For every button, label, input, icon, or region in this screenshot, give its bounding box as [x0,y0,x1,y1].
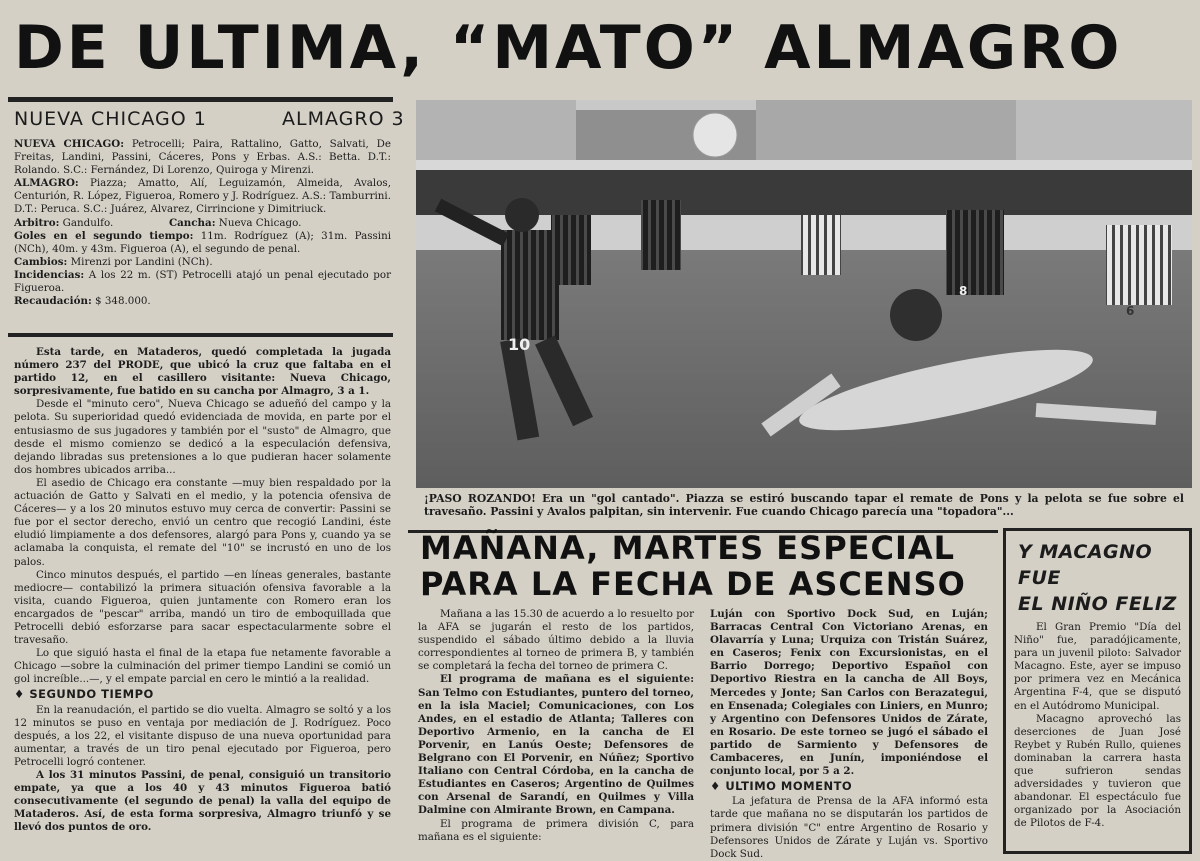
incidencias-value: A los 22 m. (ST) Petrocelli atajó un penal ejecutado por Figueroa. [14,268,391,295]
cancha-label: Cancha: [168,216,216,229]
al-label: ALMAGRO: [14,177,79,190]
match-article [14,346,391,834]
arbitro-label: Arbitro: [14,216,60,229]
story2-paragraph: Mañana a las 15.30 de acuerdo a lo resuelto por la AFA se jugarán el resto de los partidos, suspendido el sábado último debido a la lluvia correspondientes al torneo de primera B, y también se completará la fecha del torneo de primera C. [418,608,694,673]
article-paragraph: A los 31 minutos Passini, de penal, consiguió un transitorio empate, ya que a los 40 y 43 minutos Figueroa batió consecutivamente (el segundo de penal) la valla del equipo de Mataderos. Así, de esta forma sorpresiva, Almagro triunfó y se llevó dos puntos de oro. [14,769,391,834]
jersey-number: 6 [1126,304,1135,318]
article-paragraph: Lo que siguió hasta el final de la etapa fue netamente favorable a Chicago —sobre la culminación del primer tiempo Landini se comió un gol increíble...—, y el empate parcial en cero le mintió a la realidad. [14,647,391,686]
macagno-box [1003,528,1192,854]
recaudacion-value: $ 348.000. [91,295,151,308]
al-lineup: Piazza; Amatto, Alí, Leguizamón, Almeida, Avalos, Centurión, R. López, Figueroa, Romero y J. Rodríguez. A.S.: Tamburrini. D.T.: Peruca. S.C.: Juárez, Alvarez, Cirrincione y Dimitriuck. [14,177,391,216]
story2-headline-line2: PARA LA FECHA DE ASCENSO [420,565,966,603]
arbitro-value: Gandulfo. [59,216,114,229]
article-lead: Esta tarde, en Mataderos, quedó completada la jugada número 237 del PRODE, que ubicó la cruz que faltaba en el partido 12, en el casillero visitante: Nueva Chicago, sorpresivamente, fue batido en su cancha por Almagro, 3 a 1. [14,346,391,398]
match-photo-image [416,100,1192,488]
nc-label: NUEVA CHICAGO: [14,138,125,150]
main-headline: DE ULTIMA, “MATO” ALMAGRO [14,13,1123,83]
article-paragraph: Cinco minutos después, el partido —en líneas generales, bastante mediocre— contabilizó la primera situación ofensiva favorable a la visita, cuando Figueroa, quien juntamente con Romero eran los encargados de "pescar" arriba, mandó un tiro de emboquillada que Petrocelli debió esforzarse para sacar espectacularmente sobre el travesaño. [14,568,391,647]
cambios-label: Cambios: [14,255,68,268]
box-paragraph: El Gran Premio "Día del Niño" fue, paradójicamente, para un juvenil piloto: Salvador Macagno. Este, ayer se impuso por primera vez en Mecánica Argentina F-4, que se disputó en el Autódromo Municipal. [1014,621,1181,712]
jersey-number: 8 [959,284,968,298]
article-paragraph: En la reanudación, el partido se dio vuelta. Almagro se soltó y a los 12 minutos se puso en ventaja por mediación de J. Rodríguez. Poco después, a los 22, el visitante dispuso de una nueva oportunidad para aumentar, a través de un tiro penal ejecutado por Figueroa, pero Petrocelli logró contener. [14,703,391,768]
subhead-ultimo-momento: ♦ ULTIMO MOMENTO [710,779,853,794]
cancha-value: Nueva Chicago. [215,216,302,229]
goles-label: Goles en el segundo tiempo: [14,229,194,242]
photo-caption: ¡PASO ROZANDO! Era un "gol cantado". Piazza se estiró buscando tapar el remate de Pons y la pelota se fue sobre el travesaño. Passini y Avalos palpitan, sin intervenir. Fue cuando Chicago parecía una "topadora"... [424,492,1184,518]
top-rule [8,97,393,102]
subhead-segundo-tiempo: ♦ SEGUNDO TIEMPO [14,687,154,702]
story2-paragraph: El programa de primera división C, para mañana es el siguiente: [418,817,694,843]
nc-lineup: Petrocelli; Paira, Rattalino, Gatto, Salvati, De Freitas, Landini, Passini, Cáceres, Pons y Erbas. A.S.: Betta. D.T.: Rolando. S.C.: Fernández, Di Lorenzo, Quiroga y Mirenzi. [14,138,391,177]
score-away: ALMAGRO 3 [282,108,405,130]
story2-paragraph: Luján con Sportivo Dock Sud, en Luján; Barracas Central Con Victoriano Arenas, en Olavarría y Luna; Urquiza con Tristán Suárez, en Caseros; Fenix con Excursionistas, en el Barrio Dorrego; Deportivo Español con Deportivo Riestra en la cancha de All Boys, Mercedes y Jonte; San Carlos con Berazategui, en Ensenada; Colegiales con Liniers, en Munro; y Argentino con Defensores Unidos de Zárate, en Rosario. De este torneo se jugó el sábado el partido de Sarmiento y Defensores de Cambaceres, en Junín, imponiéndose el conjunto local, por 5 a 2. [710,608,988,778]
box-headline-line1: Y MACAGNO FUE [1018,541,1153,589]
incidencias-label: Incidencias: [14,268,85,281]
article-paragraph: Desde el "minuto cero", Nueva Chicago se adueñó del campo y la pelota. Su superioridad quedó evidenciada de movida, en parte por el entusiasmo de sus jugadores y también por el "susto" de Almagro, que desde el mismo comienzo se dedicó a la especulación defensiva, dejando libradas sus pretensiones a lo que pudieran hacer solamente dos hombres ubicados arriba... [14,398,391,476]
story2-paragraph: El programa de mañana es el siguiente: San Telmo con Estudiantes, puntero del torneo, en la isla Maciel; Comunicaciones, con Los Andes, en el estadio de Atlanta; Talleres con Deportivo Armenio, en la cancha de El Porvenir, en Lanús Oeste; Defensores de Belgrano con El Porvenir, en Núñez; Sportivo Italiano con Central Córdoba, en la cancha de Estudiantes en Caseros; Argentino de Quilmes con Arsenal de Sarandí, en Quilmes y Villa Dalmine con Almirante Brown, en Campana. [418,673,694,817]
box-headline-line2: EL NIÑO FELIZ [1018,593,1177,615]
score-home: NUEVA CHICAGO 1 [14,108,207,130]
jersey-number: 10 [508,335,531,354]
story2-column-1 [418,608,694,844]
box-paragraph: Macagno aprovechó las deserciones de Juan José Reybet y Rubén Rullo, quienes dominaban la carrera hasta que sufrieron sendas adversidades y tuvieron que abandonar. El espectáculo fue organizado por la Asociación de Pilotos de F-4. [1014,712,1181,830]
article-paragraph: El asedio de Chicago era constante —muy bien respaldado por la actuación de Gatto y Salvati en el medio, y la potencia ofensiva de Cáceres— y a los 20 minutos estuvo muy cerca de convertir: Passini se fue por el sector derecho, envió un centro que recogió Landini, éste eludió limpiamente a dos defensores, alargó para Pons y, cuando ya se aclamaba la conquista, el remate del "10" se incrustó en uno de los palos. [14,476,391,568]
story2-paragraph: La jefatura de Prensa de la AFA informó esta tarde que mañana no se disputarán los partidos de primera división "C" entre Argentino de Rosario y Defensores Unidos de Zárate y Luján vs. Sportivo Dock Sud. [710,795,988,860]
mid-rule [8,333,393,337]
story2-headline-line1: MAÑANA, MARTES ESPECIAL [420,529,956,567]
story2-column-2 [710,608,988,861]
recaudacion-label: Recaudación: [14,295,92,308]
box-body [1006,621,1189,831]
match-photo [416,100,1192,488]
lineups-block [14,138,391,308]
cambios-value: Mirenzi por Landini (NCh). [67,255,213,268]
goles-value: 11m. Rodríguez (A); 31m. Passini (NCh), 40m. y 43m. Figueroa (A), el segundo de penal. [14,229,391,255]
